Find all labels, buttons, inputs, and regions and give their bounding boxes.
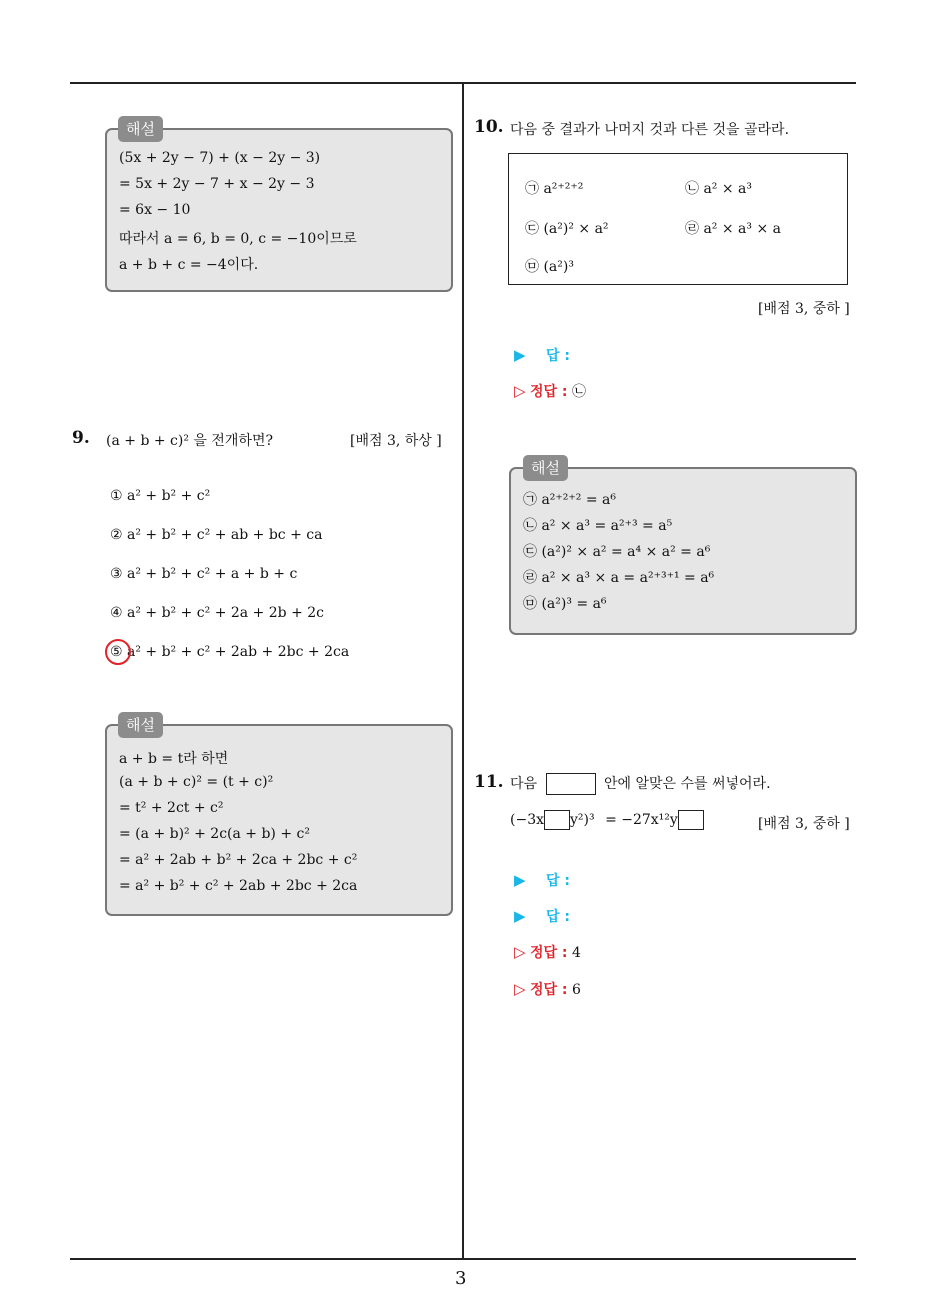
solution-line: 따라서 a = 6, b = 0, c = −10이므로: [119, 231, 357, 247]
solution-line: = 6x − 10: [119, 202, 191, 218]
solution-box-q8: [105, 128, 453, 292]
solution-line: ㉣ a² × a³ × a = a²⁺³⁺¹ = a⁶: [523, 570, 715, 586]
solution-line: ㉢ (a²)² × a² = a⁴ × a² = a⁶: [523, 544, 711, 560]
solution-line: (5x + 2y − 7) + (x − 2y − 3): [119, 150, 321, 166]
choice-3[interactable]: ③ a² + b² + c² + a + b + c: [110, 566, 298, 582]
solution-tag: 해설: [523, 455, 568, 481]
correct-arrow-icon: ▷: [514, 943, 526, 961]
correct-arrow-icon: ▷: [514, 980, 526, 998]
correct-answer-row: [514, 979, 581, 999]
correct-value: ㉡: [571, 384, 586, 400]
question-text-before: 다음: [510, 776, 538, 792]
question-meta: [배점 3, 중하 ]: [758, 816, 850, 832]
choice-a[interactable]: ㉠ a²⁺²⁺²: [525, 181, 584, 197]
correct-value: 6: [571, 982, 581, 998]
choice-d[interactable]: ㉣ a² × a³ × a: [685, 221, 781, 237]
correct-arrow-icon: ▷: [514, 382, 526, 400]
solution-line: = 5x + 2y − 7 + x − 2y − 3: [119, 176, 315, 192]
solution-line: ㉡ a² × a³ = a²⁺³ = a⁵: [523, 518, 673, 534]
answer-arrow-icon: ▶: [514, 907, 526, 925]
question-number: 11.: [474, 772, 504, 792]
solution-tag: 해설: [118, 116, 163, 142]
blank-box-icon: [546, 773, 596, 795]
solution-line: (a + b + c)² = (t + c)²: [119, 774, 274, 790]
solution-line: = t² + 2ct + c²: [119, 800, 224, 816]
choice-b[interactable]: ㉡ a² × a³: [685, 181, 752, 197]
solution-line: ㉤ (a²)³ = a⁶: [523, 596, 607, 612]
expr-left: (−3x: [510, 812, 544, 828]
solution-line: ㉠ a²⁺²⁺² = a⁶: [523, 492, 617, 508]
choice-2[interactable]: ② a² + b² + c² + ab + bc + ca: [110, 527, 323, 543]
answer-label: 답 :: [546, 873, 570, 889]
solution-line: a + b = t라 하면: [119, 751, 229, 767]
column-divider: [462, 84, 464, 1260]
answer-label: 답 :: [546, 909, 570, 925]
question-meta: [배점 3, 중하 ]: [758, 301, 850, 317]
answer-row[interactable]: [514, 345, 570, 365]
answer-arrow-icon: ▶: [514, 346, 526, 364]
answer-row[interactable]: [514, 906, 570, 926]
solution-box-q9: [105, 724, 453, 916]
question-text: 다음 중 결과가 나머지 것과 다른 것을 골라라.: [510, 122, 790, 138]
blank-box-icon: [544, 810, 570, 830]
solution-box-q10: [509, 467, 857, 635]
question-meta: [배점 3, 하상 ]: [350, 433, 442, 449]
blank-box-icon: [678, 810, 704, 830]
choice-c[interactable]: ㉢ (a²)² × a²: [525, 221, 609, 237]
solution-line: = a² + 2ab + b² + 2ca + 2bc + c²: [119, 852, 358, 868]
solution-tag: 해설: [118, 712, 163, 738]
question-text: [510, 773, 771, 795]
question-number: 9.: [72, 428, 90, 448]
choice-5[interactable]: ⑤ a² + b² + c² + 2ab + 2bc + 2ca: [110, 644, 350, 660]
answer-label: 답 :: [546, 348, 570, 364]
correct-label: 정답 :: [530, 945, 568, 961]
correct-label: 정답 :: [530, 384, 568, 400]
page-number: 3: [455, 1268, 467, 1289]
bottom-rule: [70, 1258, 856, 1260]
expr-y: y²)³: [570, 812, 595, 828]
solution-line: a + b + c = −4이다.: [119, 257, 259, 273]
expr-right: = −27x¹²y: [605, 812, 678, 828]
choice-4[interactable]: ④ a² + b² + c² + 2a + 2b + 2c: [110, 605, 325, 621]
answer-arrow-icon: ▶: [514, 871, 526, 889]
selected-answer-circle-icon: [105, 639, 131, 665]
choice-1[interactable]: ① a² + b² + c²: [110, 488, 211, 504]
answer-row[interactable]: [514, 870, 570, 890]
correct-answer-row: [514, 381, 586, 401]
question-number: 10.: [474, 117, 504, 137]
correct-answer-row: [514, 942, 581, 962]
question-expression: [510, 810, 704, 830]
solution-line: = a² + b² + c² + 2ab + 2bc + 2ca: [119, 878, 358, 894]
choice-box-q10: [508, 153, 848, 285]
question-text: (a + b + c)² 을 전개하면?: [106, 433, 273, 449]
correct-label: 정답 :: [530, 982, 568, 998]
solution-line: = (a + b)² + 2c(a + b) + c²: [119, 826, 310, 842]
correct-value: 4: [571, 945, 581, 961]
choice-e[interactable]: ㉤ (a²)³: [525, 259, 574, 275]
question-text-after: 안에 알맞은 수를 써넣어라.: [603, 776, 771, 792]
